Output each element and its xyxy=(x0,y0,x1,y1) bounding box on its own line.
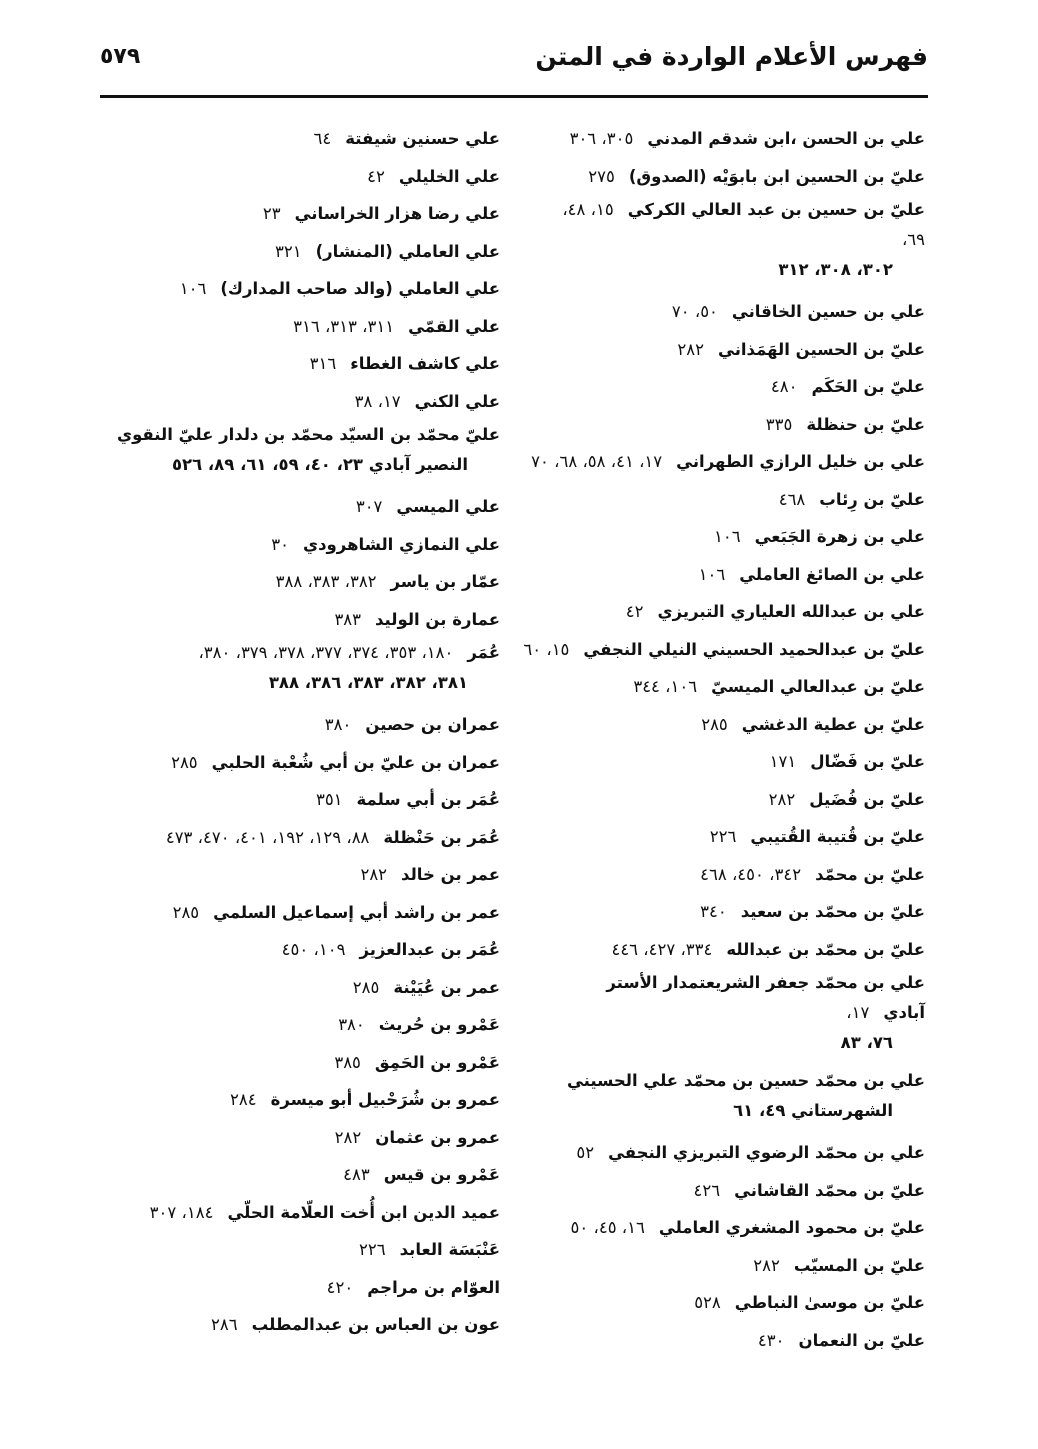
right-column xyxy=(523,120,925,1359)
entry-name: عَمْرو بن حُريث xyxy=(378,1015,500,1034)
index-entry xyxy=(545,968,925,1066)
index-entry xyxy=(545,518,925,556)
index-entry xyxy=(100,1044,500,1082)
page-header xyxy=(100,40,928,90)
entry-pages: ١٠٦ xyxy=(698,564,726,584)
entry-pages: ١٠٦ xyxy=(179,279,207,298)
entry-pages: ١٠٦، ٣٤٤ xyxy=(633,677,698,696)
entry-name: عمرو بن شُرَحْبيل أبو ميسرة xyxy=(270,1090,500,1109)
entry-pages: ٢٢٦ xyxy=(709,827,737,846)
entry-name: عون بن العباس بن عبدالمطلب xyxy=(251,1315,500,1334)
index-entry xyxy=(100,1081,500,1119)
index-entry xyxy=(100,1119,500,1157)
entry-name: عُمَر xyxy=(467,643,500,662)
entry-name: علي بن الحسن ،ابن شدقم المدني xyxy=(647,129,925,148)
entry-pages: ٢٨٢ xyxy=(334,1127,362,1147)
entry-pages: ١٧، xyxy=(846,1003,870,1022)
index-entry xyxy=(100,563,500,601)
entry-pages: ١٠٩، ٤٥٠ xyxy=(281,940,346,959)
index-entry xyxy=(100,233,500,271)
entry-pages: ٢٨٥ xyxy=(171,752,198,772)
index-entry xyxy=(545,195,925,293)
index-entry xyxy=(545,1066,925,1134)
entry-continuation: النصير آبادي ٢٣، ٤٠، ٥٩، ٦١، ٨٩، ٥٢٦ xyxy=(171,455,468,474)
entry-name: علي بن محمّد حسين بن محمّد علي الحسيني xyxy=(566,1071,925,1090)
entry-pages: ٢٨٥ xyxy=(352,977,380,997)
entry-name: عليّ بن فَضّال xyxy=(810,752,925,771)
entry-name: علي حسنين شيفتة xyxy=(345,129,500,148)
entry-name: عَمْرو بن قيس xyxy=(383,1165,500,1184)
index-entry xyxy=(100,1269,500,1307)
entry-name: عليّ بن الحَكَم xyxy=(811,377,925,396)
entry-pages: ٢٣ xyxy=(262,204,281,223)
index-entry xyxy=(100,1231,500,1269)
index-entry xyxy=(523,631,925,669)
index-entry xyxy=(100,744,500,782)
index-entry xyxy=(100,931,500,969)
entry-pages: ٥٢٨ xyxy=(694,1293,721,1312)
entry-pages: ٣٠٧ xyxy=(355,497,383,516)
entry-name: علي رضا هزار الخراساني xyxy=(294,204,500,223)
index-entry xyxy=(100,158,500,196)
index-entry xyxy=(100,601,500,639)
entry-pages: ٣٣٥ xyxy=(765,414,793,434)
entry-continuation: ٣٨١، ٣٨٢، ٣٨٣، ٣٨٦، ٣٨٨ xyxy=(268,673,468,692)
index-entry xyxy=(100,526,500,564)
entry-pages: ١٧، ٣٨ xyxy=(354,391,401,411)
entry-name: عليّ بن رِئاب xyxy=(819,489,925,509)
entry-name: عليّ محمّد بن السيّد محمّد بن دلدار عليّ النقوي xyxy=(116,425,500,444)
entry-name: عُمَر بن عبدالعزيز xyxy=(359,940,500,959)
page-number: ٥٧٩ xyxy=(100,44,141,69)
entry-name: علي بن حسين الخاقاني xyxy=(731,302,925,321)
index-entry xyxy=(545,406,925,444)
index-entry xyxy=(100,120,500,158)
index-entry xyxy=(100,706,500,744)
index-entry xyxy=(100,638,500,706)
entry-pages: ٢٨٢ xyxy=(753,1255,780,1275)
entry-pages: ٥٢ xyxy=(576,1143,595,1162)
entry-name: عمران بن عليّ بن أبي شُعْبة الحلبي xyxy=(211,752,500,772)
entry-pages: ٣٨٥ xyxy=(334,1052,361,1072)
entry-pages: ٣١١، ٣١٣، ٣١٦ xyxy=(293,316,395,336)
entry-name: عليّ بن محمّد بن سعيد xyxy=(740,902,925,921)
entry-pages: ١٨٤، ٣٠٧ xyxy=(149,1202,214,1222)
entry-name: عليّ بن قُتيبة القُتيبي xyxy=(750,827,925,846)
entry-name: علي بن عبدالله العلياري التبريزي xyxy=(657,602,925,621)
index-entry xyxy=(100,819,500,857)
entry-name: عُمَر بن أبي سلمة xyxy=(356,790,500,809)
entry-name: عمر بن راشد أبي إسماعيل السلمي xyxy=(213,902,500,922)
entry-name: عليّ بن محمود المشغري العاملي xyxy=(658,1218,925,1237)
entry-pages: ١٨٠، ٣٥٣، ٣٧٤، ٣٧٧، ٣٧٨، ٣٧٩، ٣٨٠، xyxy=(198,643,454,662)
index-entry xyxy=(100,345,500,383)
left-column xyxy=(100,120,500,1344)
entry-name: عليّ بن حنظلة xyxy=(806,414,925,434)
entry-pages: ٣٨٣ xyxy=(334,609,362,629)
entry-name: عليّ بن موسىٰ النباطي xyxy=(734,1293,925,1312)
entry-name: عليّ بن محمّد القاشاني xyxy=(734,1180,925,1200)
index-entry xyxy=(545,1322,925,1360)
index-entry xyxy=(545,331,925,369)
index-entry xyxy=(100,969,500,1007)
entry-pages: ٣١٦ xyxy=(309,354,337,373)
entry-pages: ٣٣٤، ٤٢٧، ٤٤٦ xyxy=(611,939,713,959)
entry-continuation: ٣٠٢، ٣٠٨، ٣١٢ xyxy=(778,260,893,279)
entry-pages: ٢٢٦ xyxy=(359,1240,386,1259)
entry-pages: ٦٤ xyxy=(313,129,332,148)
entry-name: علي بن زهرة الجَبَعي xyxy=(754,527,925,546)
entry-pages: ٢٨٥ xyxy=(701,714,728,734)
index-entry xyxy=(545,781,925,819)
entry-pages: ٤٨٠ xyxy=(770,377,798,396)
entry-name: عميد الدين ابن أُخت العلّامة الحلّي xyxy=(227,1202,500,1222)
index-entry xyxy=(100,1156,500,1194)
entry-pages: ٤٢ xyxy=(625,602,644,621)
entry-pages: ٤٦٨ xyxy=(778,489,806,509)
index-entry xyxy=(545,856,925,894)
entry-name: عَمْرو بن الحَمِق xyxy=(374,1052,500,1072)
entry-pages: ١٧١ xyxy=(769,752,797,771)
index-entry xyxy=(545,818,925,856)
entry-pages: ٤٨٣ xyxy=(343,1165,370,1184)
entry-continuation: الشهرستاني ٤٩، ٦١ xyxy=(733,1101,893,1120)
index-entry xyxy=(545,158,925,196)
entry-name: عمارة بن الوليد xyxy=(375,609,500,629)
entry-pages: ١٦، ٤٥، ٥٠ xyxy=(570,1218,645,1237)
entry-pages: ٢٨٥ xyxy=(172,902,200,922)
entry-name: عليّ بن محمّد بن عبدالله xyxy=(726,939,925,959)
index-entry xyxy=(545,706,925,744)
entry-name: عليّ بن محمّد xyxy=(815,864,925,884)
entry-name: عليّ بن حسين بن عبد العالي الكركي xyxy=(627,200,925,219)
entry-name: علي القمّي xyxy=(408,316,500,336)
index-entry xyxy=(100,1194,500,1232)
entry-name: العوّام بن مراجم xyxy=(367,1277,500,1297)
index-entry xyxy=(545,293,925,331)
index-entry xyxy=(100,781,500,819)
index-entry xyxy=(531,443,925,481)
index-entry xyxy=(545,1247,925,1285)
entry-pages: ٤٢٠ xyxy=(326,1277,354,1297)
index-entry xyxy=(545,1209,925,1247)
entry-pages: ٣٠ xyxy=(271,534,289,554)
entry-pages: ٢٨٦ xyxy=(211,1315,238,1334)
index-entry xyxy=(100,1306,500,1344)
entry-name: عليّ بن المسيّب xyxy=(793,1255,925,1275)
entry-name: عليّ بن عبدالعالي الميسيّ xyxy=(711,677,925,696)
entry-name: علي الخليلي xyxy=(398,166,500,186)
index-entry xyxy=(545,593,925,631)
entry-name: علي العاملي (المنشار) xyxy=(315,241,500,261)
entry-pages: ١٥، ٦٠ xyxy=(523,639,570,659)
entry-pages: ٢٨٢ xyxy=(677,339,705,359)
entry-pages: ٤٢٦ xyxy=(693,1180,721,1200)
index-entry xyxy=(545,556,925,594)
entry-name: عمّار بن ياسر xyxy=(390,572,500,591)
index-entry xyxy=(545,481,925,519)
index-entry xyxy=(100,383,500,421)
entry-pages: ٢٨٢ xyxy=(360,865,388,884)
index-entry xyxy=(100,894,500,932)
entry-name: عليّ بن النعمان xyxy=(798,1330,925,1350)
index-entry xyxy=(100,1006,500,1044)
entry-name: عمرو بن عثمان xyxy=(375,1127,500,1147)
entry-pages: ١٥، ٤٨، ٦٩، xyxy=(562,200,925,249)
entry-pages: ٣٢١ xyxy=(274,241,302,261)
entry-name: علي النمازي الشاهرودي xyxy=(302,534,500,554)
page-title: فهرس الأعلام الواردة في المتن xyxy=(535,42,928,71)
entry-pages: ٢٧٥ xyxy=(588,166,615,186)
entry-name: علي بن محمّد الرضوي التبريزي النجفي xyxy=(608,1143,925,1162)
entry-pages: ٣٨٠ xyxy=(338,1015,365,1034)
index-entry xyxy=(100,420,500,488)
entry-name: عَنْبَسَة العابد xyxy=(399,1240,500,1259)
entry-pages: ٤٢ xyxy=(367,166,385,186)
entry-name: علي بن محمّد جعفر الشريعتمدار الأستر آبادي xyxy=(606,973,925,1022)
entry-pages: ٤٣٠ xyxy=(757,1330,785,1350)
entry-name: عُمَر بن حَنْظلة xyxy=(383,827,500,847)
entry-name: عليّ بن الحسين الهَمَذاني xyxy=(718,339,925,359)
entry-pages: ٢٨٢ xyxy=(768,789,796,809)
entry-pages: ٣٨٠ xyxy=(324,715,352,734)
entry-pages: ٣٨٢، ٣٨٣، ٣٨٨ xyxy=(275,572,377,591)
entry-name: عليّ بن فُضَيل xyxy=(809,789,925,809)
index-entry xyxy=(100,195,500,233)
entry-pages: ٣٠٥، ٣٠٦ xyxy=(569,129,634,148)
index-entry xyxy=(545,1134,925,1172)
entry-name: علي بن الصائغ العاملي xyxy=(739,564,925,584)
entry-name: علي كاشف الغطاء xyxy=(350,354,500,373)
entry-pages: ١٠٦ xyxy=(714,527,741,546)
entry-pages: ٣٤٠ xyxy=(700,902,727,921)
entry-name: عمران بن حصين xyxy=(365,715,500,734)
index-entry xyxy=(545,743,925,781)
header-rule xyxy=(100,95,928,98)
entry-pages: ٣٥١ xyxy=(315,790,343,809)
index-entry xyxy=(100,856,500,894)
entry-name: علي العاملي (والد صاحب المدارك) xyxy=(220,279,500,298)
entry-pages: ٢٨٤ xyxy=(230,1090,257,1109)
index-entry xyxy=(545,120,925,158)
index-entry xyxy=(100,488,500,526)
entry-name: عمر بن خالد xyxy=(401,865,500,884)
entry-name: عليّ بن عبدالحميد الحسيني النيلي النجفي xyxy=(583,639,925,659)
index-entry xyxy=(545,668,925,706)
index-entry xyxy=(100,270,500,308)
entry-pages: ١٧، ٤١، ٥٨، ٦٨، ٧٠ xyxy=(531,452,663,471)
entry-pages: ٨٨، ١٢٩، ١٩٢، ٤٠١، ٤٧٠، ٤٧٣ xyxy=(165,827,370,847)
entry-name: عليّ بن عطية الدغشي xyxy=(741,714,925,734)
index-entry xyxy=(545,931,925,969)
index-entry xyxy=(545,1284,925,1322)
entry-name: عليّ بن الحسين ابن بابوَيْه (الصدوق) xyxy=(628,166,925,186)
index-entry xyxy=(545,1172,925,1210)
entry-name: علي الكني xyxy=(414,391,500,411)
entry-continuation: ٧٦، ٨٣ xyxy=(840,1033,893,1052)
index-entry xyxy=(545,893,925,931)
entry-pages: ٥٠، ٧٠ xyxy=(671,302,718,321)
entry-name: عمر بن عُيَيْنة xyxy=(393,977,500,997)
entry-pages: ٣٤٢، ٤٥٠، ٤٦٨ xyxy=(700,864,802,884)
entry-name: علي بن خليل الرازي الطهراني xyxy=(676,452,925,471)
entry-name: علي الميسي xyxy=(396,497,500,516)
index-entry xyxy=(545,368,925,406)
index-entry xyxy=(100,308,500,346)
